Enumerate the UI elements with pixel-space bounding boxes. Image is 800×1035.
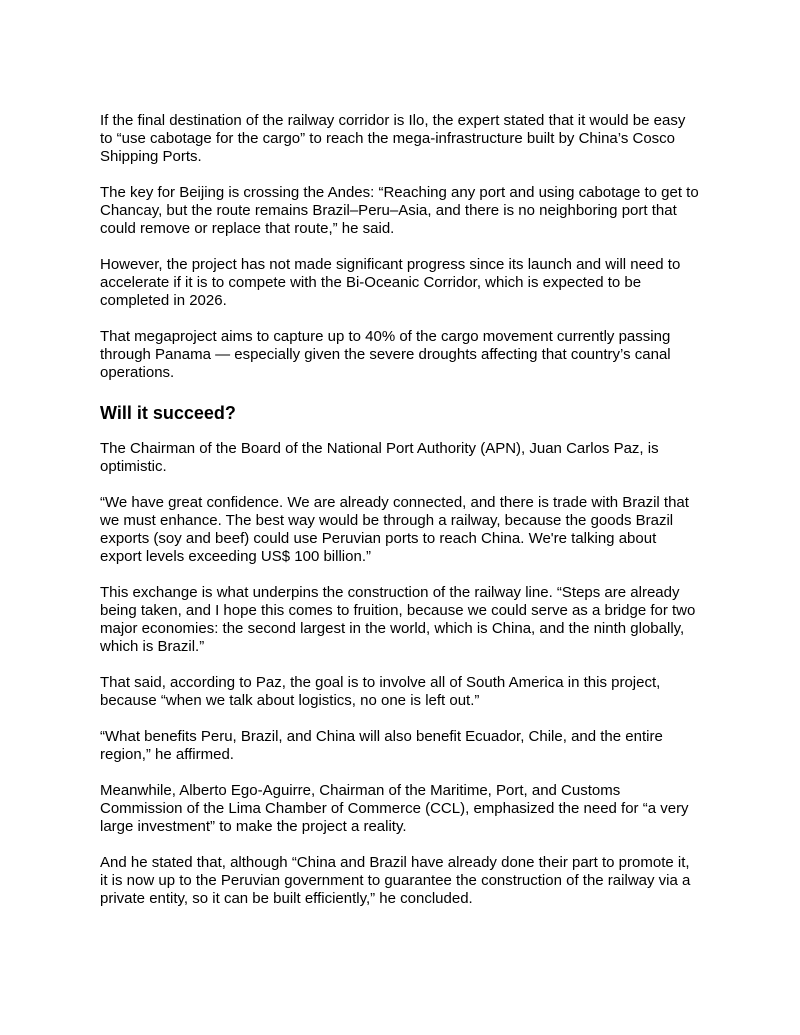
document-page	[100, 112, 700, 926]
paragraph-apn-chairman: The Chairman of the Board of the National Port Authority (APN), Juan Carlos Paz, is optimistic.	[100, 440, 659, 475]
paragraph-regional-benefit: “What benefits Peru, Brazil, and China will also benefit Ecuador, Chile, and the entire region,” he affirmed.	[100, 728, 663, 763]
paragraph-ilo-cabotage: If the final destination of the railway corridor is Ilo, the expert stated that it would be easy to “use cabotage for the cargo” to reach the mega-infrastructure built by China’s Cosco Shipping Ports.	[100, 112, 686, 165]
section-heading: Will it succeed?	[100, 403, 236, 423]
paragraph-megaproject-panama: That megaproject aims to capture up to 40% of the cargo movement currently passing through Panama — especially given the severe droughts affecting that country’s canal operations.	[100, 328, 671, 381]
paragraph-confidence-quote: “We have great confidence. We are already connected, and there is trade with Brazil that we must enhance. The best way would be through a railway, because the goods Brazil exports (soy and beef) could use Peruvian ports to reach China. We're talking about export levels exceeding US$ 100 billion.”	[100, 494, 689, 565]
paragraph-ego-aguirre: Meanwhile, Alberto Ego-Aguirre, Chairman of the Maritime, Port, and Customs Commission of the Lima Chamber of Commerce (CCL), emphasized the need for “a very large investment” to make the project a reality.	[100, 782, 689, 835]
paragraph-crossing-andes: The key for Beijing is crossing the Andes: “Reaching any port and using cabotage to get to Chancay, but the route remains Brazil–Peru–Asia, and there is no neighboring port that could remove or replace that route,” he said.	[100, 184, 699, 237]
paragraph-exchange-bridge: This exchange is what underpins the construction of the railway line. “Steps are already being taken, and I hope this comes to fruition, because we could serve as a bridge for two major economies: the second largest in the world, which is China, and the ninth globally, which is Brazil.”	[100, 584, 696, 655]
paragraph-conclusion: And he stated that, although “China and Brazil have already done their part to promote it, it is now up to the Peruvian government to guarantee the construction of the railway via a private entity, so it can be built efficiently,” he concluded.	[100, 854, 691, 907]
paragraph-project-progress: However, the project has not made significant progress since its launch and will need to accelerate if it is to compete with the Bi-Oceanic Corridor, which is expected to be completed in 2026.	[100, 256, 681, 309]
paragraph-south-america: That said, according to Paz, the goal is to involve all of South America in this project, because “when we talk about logistics, no one is left out.”	[100, 674, 661, 709]
